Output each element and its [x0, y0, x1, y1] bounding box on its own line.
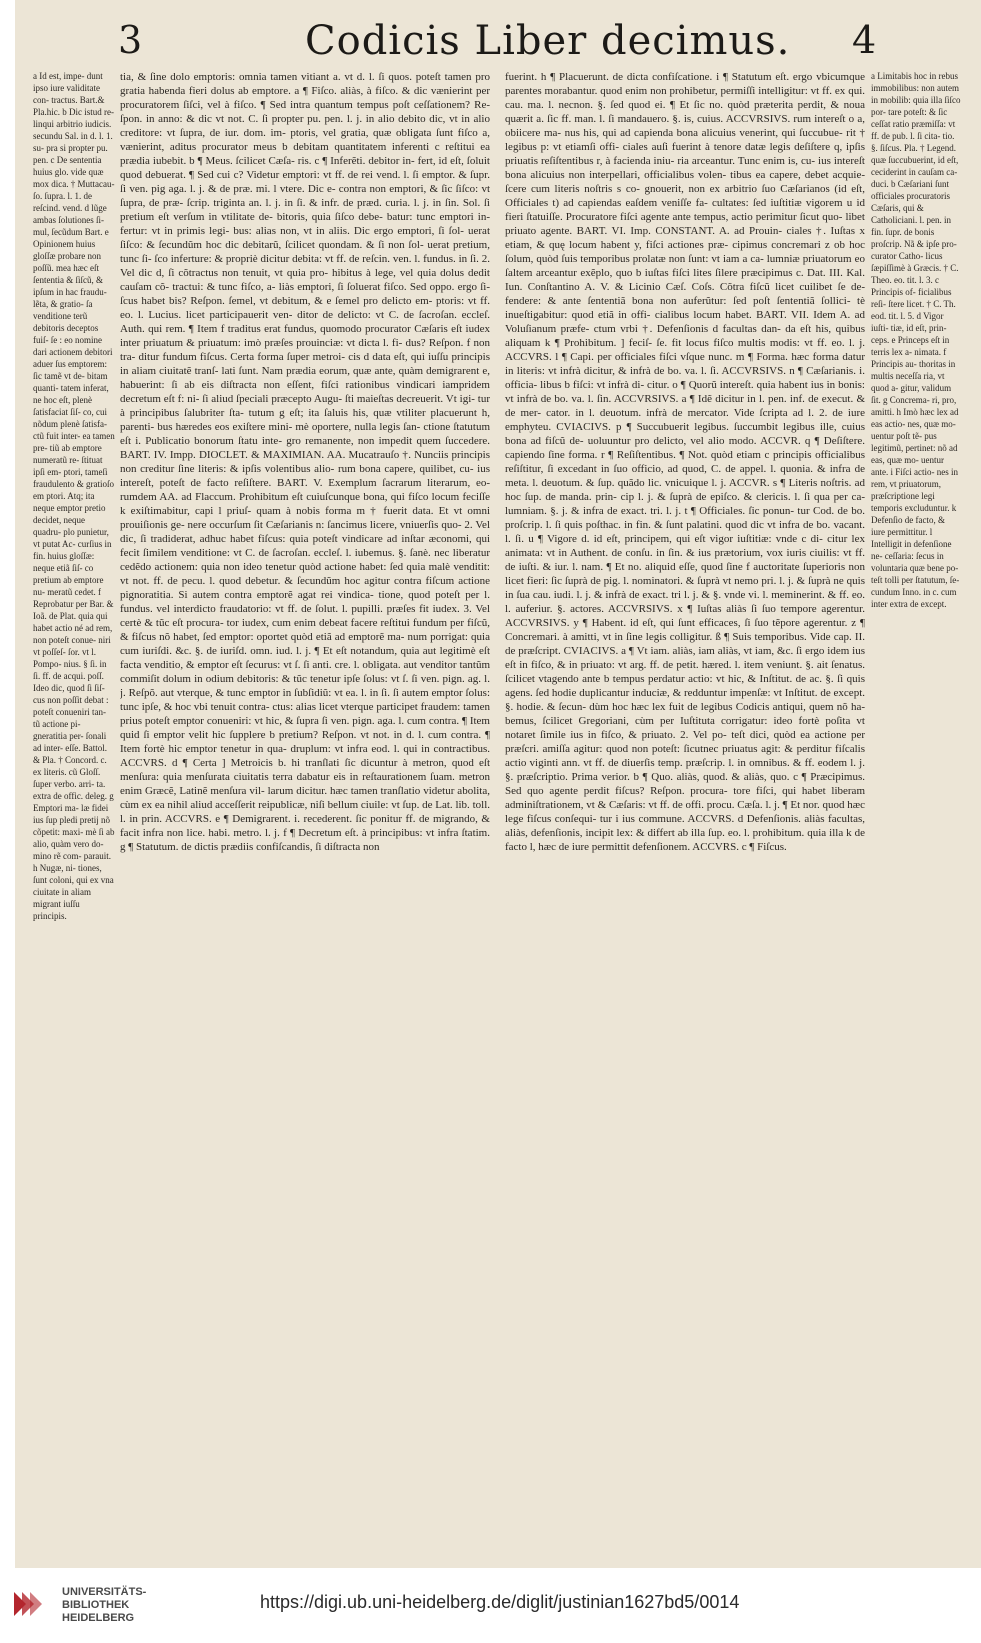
main-column-left	[120, 70, 490, 1520]
page-number-left: 3	[118, 18, 143, 62]
main-right-text: fuerint. h ¶ Placuerunt. de dicta confiſcatione. i ¶ Statutum eſt. ergo vbicumque parentes morabantur. quod enim non prohibetur, permiſſi intelligitur: vt ff. ex qui. cau. ma. l. necnon. §. ſed quod ei. ¶ Et ſic no. quòd præterita perdit, & noua quærit a. ſic ff. man. l. ſi mandauero. §. is, cuius. ACCVRSIVS. rum intereſt o a, obiicere ma- nus his, qui ad capienda bona alicuius venerint, qui ſuccubue- rit † legibus p: vt etiamſi offi- ciales auſi fuerint à tenore datæ legis deſiſtere q, ipſis priuatis reſiſtentibus r, à facienda iniu- ria arceantur. Tunc enim is, cu- ius intereſt bona alicuius non interpellari, officialibus volen- tibus ea capere, debet acquie- ſcere cum literis noſtris s co- gnouerit, non ex arbitrio ſuo Cæſarianos (id eſt, Officiales t) ad capiendas eaſdem veniſſe fa- cultates: ſed iuſtitiæ vigorem u id fieri ſtatuiſſe. Procuratore fiſci agente ante tempus, actio perimitur ſicut quo- libet priuato agente. BART. VI. Imp. CONSTANT. A. ad Prouin- ciales †. Iuſtas x etiam, & quę locum habent y, fiſci actiones præ- cipimus concremari z ob hoc ſolum, quòd ſuis temporibus prolatæ non ſunt: vt iam a ca- lumniæ priuatorum eo ſaltem arceantur exẽplo, quo b iuſtas fiſci lites ſilere præcipimus c. Dat. III. Kal. Iun. Conſtantino A. V. & Licinio Cæſ. Coſs. Cõtra fiſcũ licet cuilibet ſe de- fendere: & ante ſententiã bona non auferũtur: ſed poſt ſententiã ſollici- tè inueſtigabitur: quod etiã in offi- cialibus locum habet. BART. VII. Idem A. ad Voluſianum præfe- ctum vrbi †. Defenſionis d facultas dan- da eſt his, quibus aliquam k ¶ Prohibitum. ] feciſ- ſe. fit locus fiſco multis modis: vt ff. eo. l. j. ACCVRS. l ¶ Capi. per officiales fiſci vſque nunc. m ¶ Forma. hæc forma datur in literis: vt infrà dicitur, & infrà de bo. va. l. ſi. ACCVRSIVS. n ¶ Cæſarianis. i. officia- libus b fiſci: vt infrà di- citur. o ¶ Quorũ intereſt. quia habent ius in bonis: vt infrà de bo. va. l. ſin. ACCVRSIVS. a ¶ Idẽ dicitur in l. pen. inf. de execut. & de mer- cator. in l. deuotum. infrà de mercator. Vide ſcripta ad l. 2. de iure emphyteu. CVIACIVS. p ¶ Succubuerit legibus. ſuccumbit legibus ille, cuius bona ad fiſcũ de- uoluuntur pro delicto, vel alio modo. ACCVR. q ¶ Deſiſtere. capiendo ſine forma. r ¶ Reſiſtentibus. ¶ Not. quòd etiam c principis officialibus reſiſtitur, ſi excedant in ſuo officio, ad quod, C. de appel. l. quonia. & infra de meta. l. deuotum. & ſup. quãdo lic. vnicuique l. j. ACCVR. s ¶ Literis noſtris. ad hoc ſup. de manda. prin- cip l. j. & ſuprà de epiſco. & clericis. l. ſi qua per ca- lumniam. §. j. & infra de exact. tri. l. j. t ¶ Officiales. ſic ponun- tur Cod. de bo. proſcrip. l. ſi quis poſthac. in fin. & ſunt palatini. quod dic vt infra de bo. vacant. l. ſi. u ¶ Vigore d. id eſt, principem, qui eſt vigor iuſtitiæ: vnde c di- citur lex animata: vt in Authent. de conſu. in ſin. & ius prætorium, vox iuris ciuilis: vt ff. de iuſti. & iur. l. nam. ¶ Et no. aliquid eſſe, quod ſine f auctoritate ſuperioris non licet fieri: ſic ſuprà de pig. l. nominatori. & ſuprà vt nemo pri. l. j. & ſuprà ne quis in ſua cau. iudi. l. j. & infrà de exact. tri l. j. & §. vnde vi. l. meminerint. & ff. eo. l. auferiur. §. actores. ACCVRSIVS. x ¶ Iuſtas aliàs ſi ſuo tempore agerentur. ACCVRSIVS. y ¶ Habent. id eſt, qui ſunt efficaces, ſi ſuo tẽpore agerentur. z ¶ Concremari. à amitti, vt in ſine legis colligitur. ß ¶ Suis temporibus. Vide cap. II. de præſcript. CVIACIVS. a ¶ Vt iam. aliàs, iam aliàs, vt iam, &c. ſi ergo idem ius eſt in fiſco, & in priuato: vt arg. ff. de petit. hæred. l. item veniunt. §. ait ſenatus. ſcilicet vtagendo ante b tempus perdatur actio: vt hic, & Inſtitut. de ac. §. ſi quis agens. ſed hodie duplicantur induciæ, & redduntur impenſæ: vt Inſtitut. de except. §. hodie. & ſecun- dùm hoc hæc lex fuit de legibus Codicis antiqui, quem nõ ha- bemus, ſcilicet Gregoriani, cùm per Iuſtituta corrigatur: ideo fortè poſita vt notaret ſimile ius in fiſco, & priuato. 2. Vel po- teſt dici, quòd ea actione per præſcri. amiſſa agitur: quod non poteſt: ſicutnec priuatus agit: & perditur fiſcalis actio viginti ann. vt ff. de diuerſis temp. præſcrip. l. in omnibus. & ff. eodem l. j. §. præſcriptio. Prima verior. b ¶ Quo. aliàs, quod. & aliàs, quo. c ¶ Præcipimus. Sed quo agente perdit fiſcus? Reſpon. procura- tore fiſci, qui habet liberam adminiſtrationem, vt & Cæſaris: vt ff. de offi. procu. Cæſa. l. j. ¶ Et nor. quod hæc lege fiſcus conſequi- tur i ius commune. ACCVRS. d Defenſionis. aliàs facultas, aliàs, defenſionis, incipit lex: & differt ab illa ſup. eo. l. prohibitum. quia illa k de facto l, hæc de iure permittit defenſionem. ACCVRS. c ¶ Fiſcus.	[505, 71, 865, 853]
main-left-text: tia, & ſine dolo emptoris: omnia tamen vitiant a. vt d. l. ſi quos. poteſt tamen pro gratia habenda fieri dolus ab emptore. a ¶ Fiſco. aliàs, à fiſco. & dic vænierint per procuratorem ſiſci, vel à fiſco. ¶ Sed intra quantum tempus poſt ceſſationem? Re- ſpon. in anno: & dic vt not. C. ſi propter pu. pen. l. j. in alio debito dic, vt in alio creditore: vt ſupra, de iur. dom. im- ptoris, vel gratia, quæ obligata ſunt fiſco a, vænierint, aditus procurator meus b debitam quantitatem inferenti c reſtitui ea prædia iubebit. b ¶ Meus. ſcilicet Cæſa- ris. c ¶ Inferẽti. debitor in- fert, id eſt, ſoluit quod debuerat. ¶ Sed cui c? Videtur emptori: vt ff. de rei vend. l. ſi emptor. & ſupr. ſi ven. pig aga. l. j. & de præ. mi. l vtere. Dic e- contra non emptori, & ſic ſiſco: vt ſupra, de præ- ſcrip. triginta an. l. j. in ſi. & infr. de præd. curia. l. j. in ſin. Sol. ſi pretium eſt verſum in vtilitate de- bitoris, quia ſiſco debe- batur: tunc emptori in- fertur: vt in primis legi- bus: alias non, vt in aliis. Dic ergo emptori, ſi ſol- uerat ſiſco: & ſecundũm hoc dic debitarũ, ſcilicet quondam. & ſi non ſol- uerat pretium, tunc ſi- ſco inferture: & propriè dicitur debita: vt ff. de reſcin. ven. l. fundus. in ſi. 2. Vel dic d, ſi cõtractus non tenuit, vt quia pro- hibitus à lege, vel quia dolus dedit cauſam cõ- tractui: & tunc fiſco, a- liàs emptori, ſi ſoluerat fiſco. Sed oppo. ergo ſi- ſcus habet bis? Reſpon. ſemel, vt debitum, & e ſemel pro delicto em- ptoris: vt ff. eo. l. Lucius. licet participauerit ven- ditor de delicto: vt C. de ſacroſan. eccleſ. Auth. qui rem. ¶ Item f traditus erat fundus, quomodo procurator Cæſaris eſt iudex inter priuatum & priuatum: imò præſes prouinciæ: vt dicta l. fi- dus? Reſpon. f non tra- ditur fundum fiſcus. Certa forma ſuper metroi- cis d data eſt, qui iuſſu principis in aliam ciuitatẽ tranſ- lati ſunt. Nam prædia eorum, quæ ante, quàm demigrarent e, habuerint: ſi ab eis diſtracta non eſſent, fiſci rationibus vindicari iampridem decretum eſt f: ni- ſi aliud ſpeciali præcepto Augu- ſti maieſtas decreuerit. Vt igi- tur à principibus ſalubriter ſta- tutum g eſt; ita ſaluis his, quæ vtiliter placuerunt h, parenti- bus hæredes eos exiſtere mini- mè oportere, nulla legis ſan- ctione ſtatutum eſt i. Publicatio bonorum ſtatu inte- gro remanente, non impedit quem ſuccedere. BART. IV. Impp. DIOCLET. & MAXIMIAN. AA. Mucatrauſo †. Nunciis principis non creditur ſine literis: & ipſis volentibus alio- rum bona capere, quilibet, cu- ius intereſt, poteſt de facto reſiſtere. BART. V. Exemplum ſacrarum literarum, eo- rumdem AA. ad Flaccum. Prohibitum eſt cuiuſcunque bona, qui fiſco locum feciſſe k exiſtimabitur, capi l priuſ- quam à nobis forma m † fuerit data. Et vt omni prouiſionis ge- nere occurſum ſit Cæſarianis n: ſancimus licere, vniuerſis quo- 2. Vel dic, ſi tradiderat, adhuc habet fiſcus: quia poteſt vindicare ad inſtar æconomi, qui fecit ſimilem venditione: vt C. de ſacroſan. eccleſ. l. iubemus. §. ſanè. nec liberatur cedẽdo actionem: quia non ideo tenetur quòd actione habet: ſed quia malè venditit: vt not. ff. de pecu. l. quod debetur. & ſecundũm hoc agitur contra fiſcum actione pignoratitia. Si autem contra emptorẽ agat rei vindica- tione, quod poteſt per l. fundus. vel interdicto fraudatorio: vt ff. de ſolut. l. pupilli. præſes fit iudex. 3. Vel certè & tũc eſt procura- tor iudex, cum enim debeat facere reſtitui fundum per fiſcũ, & fiſcus nõ habet, ſed emptor: oportet quòd etiã ad emptorẽ ma- num porrigat: quia cum iuriſdi. &c. §. de iuriſd. omn. iud. l. j. ¶ Et eſt notandum, quia aut legitimè eſt facta venditio, & emptor eſt ſecurus: vt ſ. ſi anti. cre. l. obligata. aut venditor tantũm commiſit dolum in odium debitoris: & tũc tenetur ipſe ſolus: vt ſ. ſi ven. pign. ag. l. j. Reſpõ. aut vterque, & tunc emptor in ſubſidiũ: vt ea. l. in ſi. ſi autem emptor ſolus: tunc ipſe, & hoc vbi tenuit contra- ctus: alias licet vterque participet fraudem: tamen prius poteſt emptor conueniri: vt hic, & ſupra ſi ven. pign. aga. l. cum contra. ¶ Item quid ſi emptor velit hic ſupplere b pretium? Reſpon. vt not. in d. l. cum contra. ¶ Item fortè hic emptor tenetur in qua- druplum: vt infra eod. l. qui in contractibus. ACCVRS. d ¶ Certa ] Metroicis b. hi tranſlati ſic dicuntur à metron, quod eſt menſura: quia menſurata ciuitatis terra dabatur eis in reſtaurationem ſuam. metron enim Græcẽ, Latinẽ menſura vil- larum dicitur. hæc tamen tranſlatio videtur abolita, cùm ex ea nihil aliud acceſſerit reipublicæ, niſi bellum ciuile: vt ſup. de Lat. lib. toll. l. in prin. ACCVRS. e ¶ Demigrarent. i. recederent. ſic ponitur ff. de migrando, & facit infra non lice. habi. metro. l. j. f ¶ Decretum eſt. à principibus: vt infra ſtatim. g ¶ Statutum. de dictis prædiis confiſcandis, ſi diſtracta non	[120, 71, 490, 853]
main-column-right	[505, 70, 865, 1520]
viewer-footer	[0, 1568, 981, 1643]
left-margin-gloss	[33, 70, 115, 1530]
university-logo-icon	[10, 1586, 48, 1624]
scanned-page	[15, 0, 981, 1568]
library-name: UNIVERSITÄTS- BIBLIOTHEK HEIDELBERG	[62, 1586, 147, 1624]
right-margin-gloss	[871, 70, 961, 1530]
right-gloss-text: a Limitabis hoc in rebus immobilibus: non autem in mobilib: quia illa ſiſco por- tare poteſt: & ſic ceſſat ratio præmiſſa: vt ff. de pub. l. ſi cita- tio. §. ſiſcus. Pla. † Legend. quæ ſuccubuerint, id eſt, ceciderint in cauſam ca- duci. b Cæſariani ſunt officiales procuratoris Cæſaris, qui & Catholiciani. l. pen. in fin. ſupr. de bonis proſcrip. Nã & ipſe pro- curator Catho- licus ſæpiſſimè à Græcis. † C. Theo. eo. tit. l. 3. c Principis of- ficialibus reſi- ſtere licet. † C. Th. eod. tit. l. 5. d Vigor iuſti- tiæ, id eſt, prin- ceps. e Princeps eſt in terris lex a- nimata. f Principis au- thoritas in multis neceſſa ria, vt quod a- gitur, validum ſit. g Concrema- ri, pro, amitti. h Imò hæc lex ad eas actio- nes, quæ mo- uentur poſt tẽ- pus legitimũ, pertinet: nõ ad eas, quæ mo- uentur ante. i Fiſci actio- nes in rem, vt priuatorum, præſcriptione legi temporis excluduntur. k Defenſio de facto, & iure permittitur. l Intelligit in defenſione ne- ceſſaria: ſecus in voluntaria quæ bene po- teſt tolli per ſtatutum, ſe- cundum Inno. in c. cum inter extra de except.	[871, 71, 961, 609]
page-header	[15, 18, 981, 68]
page-number-right: 4	[852, 18, 877, 62]
source-url[interactable]: https://digi.ub.uni-heidelberg.de/diglit/justinian1627bd5/0014	[260, 1592, 740, 1612]
left-gloss-text: a Id est, impe- dunt ipso iure validitate con- tractus. Bart.& Pla.hic. b Dic istud re- linqui arbitrio iudicis. secundu Sal. in d. l. 1. su- pra si propter pu. pen. c De sententia huius glo. vide quæ mox dica. † Muttacau- ſo. ſupra. l. 1. de reſcind. vend. d lũge ambas ſolutiones ſi- mul, ſecũdum Bart. e Opinionem huius gloſſæ probare non poſſũ. mea hæc eſt ſententia & ſiſcũ, & ipſum in hac fraudu- lẽta, & gratio- ſa venditione terũ debitoris deceptos fuiſ- ſe : eo nomine dari actionem debitori aduer ſus emptorem: ſic tamẽ vt de- bitam quanti- tatem inferat, ne hoc eſt, plenè ſatisfaciat ſiſ- co, cui nõdum plenè ſatisfa- ctũ fuit inter- ea tamen pre- tiũ ab emptore numeratũ re- ſtituat ipſi em- ptori, tameſi fraudulento & gratioſo em ptori. Atq; ita neque emptor pretio decidet, neque quadru- plo punietur, vt putat Ac- curſius in fin. huius gloſſæ: neque etiã ſiſ- co pretium ab emptore nu- meratũ cedet. f Reprobatur per Bar. & Ioã. de Plat. quia qui habet actio né ad rem, non poteſt conue- niri vt poſſeſ- ſor. vt l. Pompo- nius. § ſi. in ſi. ff. de acqui. poſſ. Ideo dic, quod ſi ſiſ- cus non poſſit debat : poteſt conueniri tan- tũ actione pi- gneratitia per- ſonali ad inter- eſſe. Battol. & Pla. † Concord. c. ex literis. cũ Gloſſ. ſuper verbo. arri- ta. extra de offic. deleg. g Emptori ma- læ fidei ius ſup pledi pretij nõ cõpetit: maxi- mè ſi ab alio, quàm vero do- mino rẽ com- parauit. h Nugæ, ni- tiones, ſunt coloni, qui ex vna ciuitate in aliam migrant iuſſu principis.	[33, 71, 115, 921]
running-title: Codicis Liber decimus.	[305, 18, 791, 64]
